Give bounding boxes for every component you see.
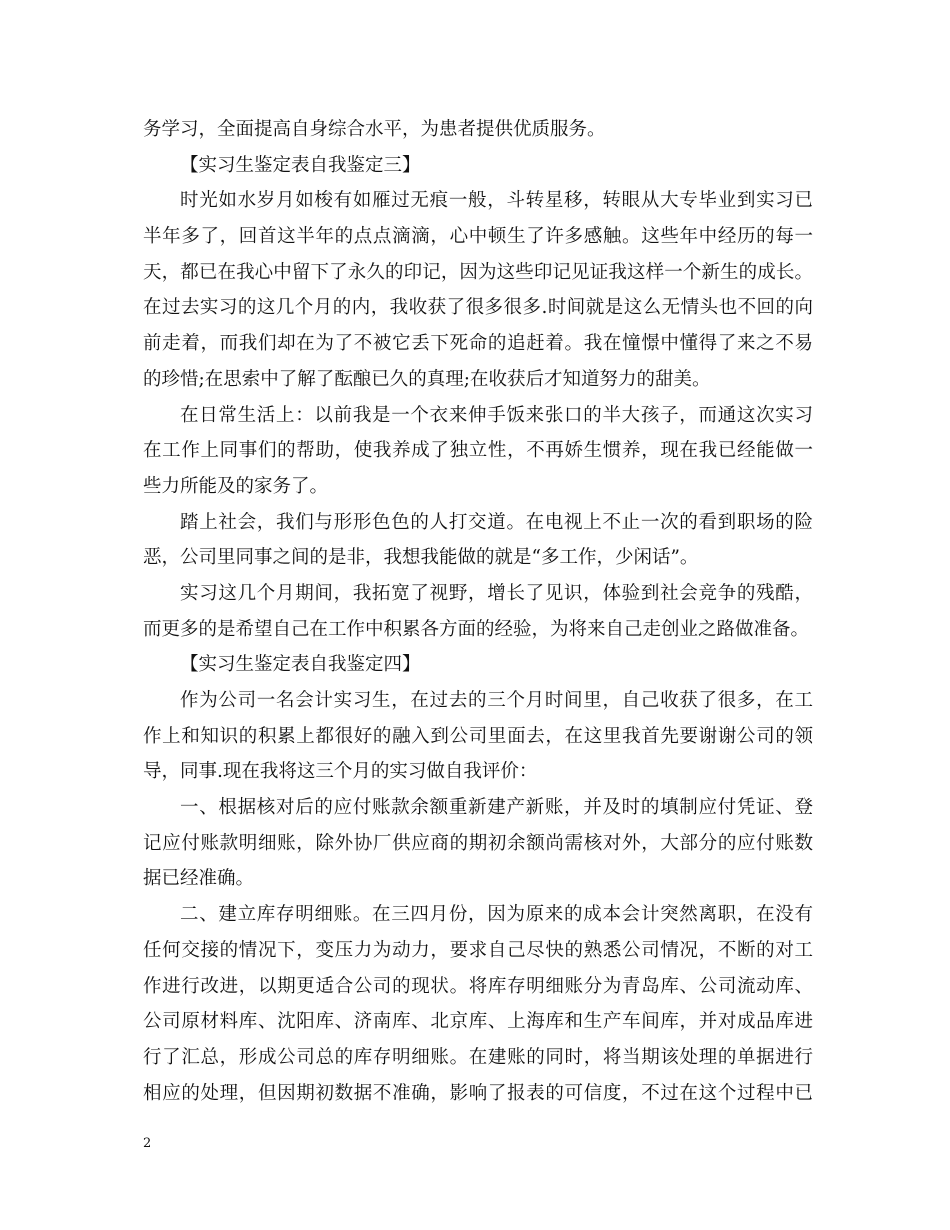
text-line: 据已经准确。	[143, 868, 255, 890]
text-line: 相应的处理，但因期初数据不准确，影响了报表的可信度，不过在这个过程中已	[143, 1082, 813, 1104]
text-line: 天，都已在我心中留下了永久的印记，因为这些印记见证我这样一个新生的成长。	[143, 261, 813, 283]
text-line: 半年多了，回首这半年的点点滴滴，心中顿生了许多感触。这些年中经历的每一	[143, 226, 813, 248]
text-line: 公司原材料库、沈阳库、济南库、北京库、上海库和生产车间库，并对成品库进	[143, 1011, 813, 1033]
page-number: 2	[143, 1136, 152, 1151]
section-heading: 【实习生鉴定表自我鉴定四】	[180, 654, 421, 676]
text-line: 作上和知识的积累上都很好的融入到公司里面去，在这里我首先要谢谢公司的领	[143, 725, 813, 747]
text-line: 务学习，全面提高自身综合水平，为患者提供优质服务。	[143, 119, 606, 140]
section-heading: 【实习生鉴定表自我鉴定三】	[180, 154, 421, 176]
text-line: 恶，公司里同事之间的是非，我想我能做的就是“多工作，少闲话”。	[143, 547, 699, 569]
text-line: 任何交接的情况下，变压力为动力，要求自己尽快的熟悉公司情况，不断的对工	[143, 939, 813, 961]
text-line: 作为公司一名会计实习生，在过去的三个月时间里，自己收获了很多，在工	[180, 690, 813, 711]
text-line: 作进行改进，以期更适合公司的现状。将库存明细账分为青岛库、公司流动库、	[143, 975, 813, 997]
text-line: 踏上社会，我们与形形色色的人打交道。在电视上不止一次的看到职场的险	[180, 511, 813, 533]
text-line: 实习这几个月期间，我拓宽了视野，增长了见识，体验到社会竞争的残酷，	[180, 582, 813, 604]
text-line: 在工作上同事们的帮助，使我养成了独立性，不再娇生惯养，现在我已经能做一	[143, 440, 813, 462]
text-line: 二、建立库存明细账。在三四月份，因为原来的成本会计突然离职，在没有	[180, 904, 813, 926]
text-line: 而更多的是希望自己在工作中积累各方面的经验，为将来自己走创业之路做准备。	[143, 618, 810, 640]
text-line: 些力所能及的家务了。	[143, 475, 329, 497]
document-body	[143, 112, 813, 1111]
text-line: 在过去实习的这几个月的内，我收获了很多很多.时间就是这么无情头也不回的向	[143, 297, 813, 319]
text-line: 记应付账款明细账，除外协厂供应商的期初余额尚需核对外，大部分的应付账数	[143, 832, 813, 854]
text-line: 在日常生活上：以前我是一个衣来伸手饭来张口的半大孩子，而通这次实习	[180, 404, 813, 426]
text-line: 时光如水岁月如梭有如雁过无痕一般，斗转星移，转眼从大专毕业到实习已	[180, 190, 813, 212]
text-line: 一、根据核对后的应付账款余额重新建产新账，并及时的填制应付凭证、登	[180, 797, 813, 819]
text-line: 导，同事.现在我将这三个月的实习做自我评价：	[143, 761, 538, 783]
text-line: 行了汇总，形成公司总的库存明细账。在建账的同时，将当期该处理的单据进行	[143, 1046, 813, 1068]
text-line: 的珍惜;在思索中了解了酝酿已久的真理;在收获后才知道努力的甜美。	[143, 368, 711, 390]
text-line: 前走着，而我们却在为了不被它丢下死命的追赶着。我在憧憬中懂得了来之不易	[143, 333, 813, 355]
